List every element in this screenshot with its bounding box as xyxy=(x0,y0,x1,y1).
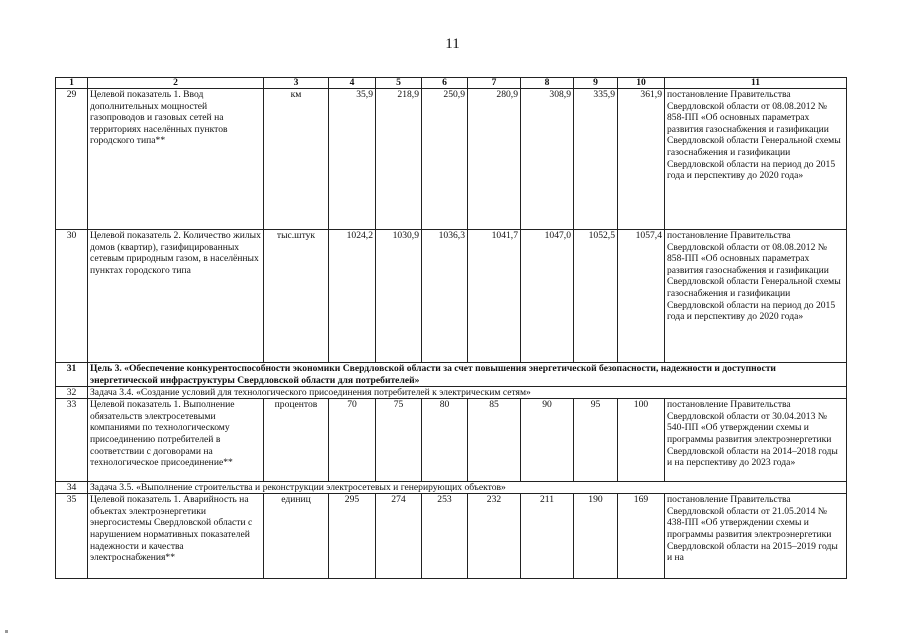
header-cell: 5 xyxy=(376,78,422,89)
value-cell: 80 xyxy=(422,399,468,482)
value-cell: 1057,4 xyxy=(618,230,665,363)
unit-cell: км xyxy=(264,89,329,230)
value-cell: 1041,7 xyxy=(468,230,521,363)
value-cell: 85 xyxy=(468,399,521,482)
goal-row xyxy=(56,363,847,387)
value-cell: 169 xyxy=(618,494,665,579)
source-document: постановление Правительства Свердловской области от 21.05.2014 № 438-ПП «Об утверждении схемы и программы развития электроэнергетики Свердловской области на 2015–2019 годы и на xyxy=(665,494,847,579)
indicator-name: Целевой показатель 1. Выполнение обязательств электросетевыми компаниями по технологическому присоединению потребителей в соответствии с договорами на технологическое присоединение** xyxy=(88,399,264,482)
header-cell: 7 xyxy=(468,78,521,89)
value-cell: 35,9 xyxy=(329,89,376,230)
header-cell: 1 xyxy=(56,78,88,89)
value-cell: 361,9 xyxy=(618,89,665,230)
header-cell: 10 xyxy=(618,78,665,89)
table-row xyxy=(56,230,847,363)
row-number: 32 xyxy=(56,387,88,399)
indicator-name: Целевой показатель 1. Аварийность на объектах электроэнергетики энергосистемы Свердловской области с нарушением нормативных показателей надежности и качества электроснабжения** xyxy=(88,494,264,579)
value-cell: 280,9 xyxy=(468,89,521,230)
table-row xyxy=(56,399,847,482)
task-title: Задача 3.4. «Создание условий для технологического присоединения потребителей к электрическим сетям» xyxy=(88,387,847,399)
indicators-table xyxy=(55,77,847,579)
value-cell: 250,9 xyxy=(422,89,468,230)
value-cell: 1024,2 xyxy=(329,230,376,363)
header-cell: 8 xyxy=(521,78,574,89)
row-number: 30 xyxy=(56,230,88,363)
value-cell: 190 xyxy=(574,494,618,579)
table-row xyxy=(56,494,847,579)
source-document: постановление Правительства Свердловской области от 08.08.2012 № 858-ПП «Об основных параметрах развития газоснабжения и газификации Свердловской области Генеральной схемы газоснабжения и газификации Свердловской области на период до 2015 года и перспективу до 2020 года» xyxy=(665,230,847,363)
value-cell: 100 xyxy=(618,399,665,482)
header-cell: 9 xyxy=(574,78,618,89)
value-cell: 335,9 xyxy=(574,89,618,230)
task-row xyxy=(56,387,847,399)
value-cell: 75 xyxy=(376,399,422,482)
task-title: Задача 3.5. «Выполнение строительства и реконструкции электросетевых и генерирующих объектов» xyxy=(88,482,847,494)
page-number: 11 xyxy=(445,36,460,52)
source-document: постановление Правительства Свердловской области от 30.04.2013 № 540-ПП «Об утверждении схемы и программы развития электроэнергетики Свердловской области на 2014–2018 годы и на перспективу до 2023 года» xyxy=(665,399,847,482)
table-row xyxy=(56,89,847,230)
value-cell: 1052,5 xyxy=(574,230,618,363)
value-cell: 1030,9 xyxy=(376,230,422,363)
header-cell: 11 xyxy=(665,78,847,89)
indicator-name: Целевой показатель 2. Количество жилых домов (квартир), газифицированных сетевым природным газом, в населённых пунктах городского типа xyxy=(88,230,264,363)
value-cell: 1036,3 xyxy=(422,230,468,363)
goal-title: Цель 3. «Обеспечение конкурентоспособности экономики Свердловской области за счет повышения энергетической безопасности, надежности и доступности энергетической инфраструктуры Свердловской области для потребителей» xyxy=(88,363,847,387)
header-cell: 6 xyxy=(422,78,468,89)
header-row xyxy=(56,78,847,89)
value-cell: 253 xyxy=(422,494,468,579)
row-number: 33 xyxy=(56,399,88,482)
unit-cell: тыс.штук xyxy=(264,230,329,363)
value-cell: 90 xyxy=(521,399,574,482)
header-cell: 2 xyxy=(88,78,264,89)
scan-speck xyxy=(5,630,8,633)
value-cell: 1047,0 xyxy=(521,230,574,363)
value-cell: 295 xyxy=(329,494,376,579)
value-cell: 308,9 xyxy=(521,89,574,230)
unit-cell: единиц xyxy=(264,494,329,579)
value-cell: 95 xyxy=(574,399,618,482)
value-cell: 211 xyxy=(521,494,574,579)
row-number: 35 xyxy=(56,494,88,579)
row-number: 31 xyxy=(56,363,88,387)
header-cell: 3 xyxy=(264,78,329,89)
header-cell: 4 xyxy=(329,78,376,89)
source-document: постановление Правительства Свердловской области от 08.08.2012 № 858-ПП «Об основных параметрах развития газоснабжения и газификации Свердловской области Генеральной схемы газоснабжения и газификации Свердловской области на период до 2015 года и перспективу до 2020 года» xyxy=(665,89,847,230)
value-cell: 232 xyxy=(468,494,521,579)
row-number: 34 xyxy=(56,482,88,494)
indicator-name: Целевой показатель 1. Ввод дополнительных мощностей газопроводов и газовых сетей на территориях населённых пунктов городского типа** xyxy=(88,89,264,230)
value-cell: 218,9 xyxy=(376,89,422,230)
unit-cell: процентов xyxy=(264,399,329,482)
value-cell: 274 xyxy=(376,494,422,579)
task-row xyxy=(56,482,847,494)
row-number: 29 xyxy=(56,89,88,230)
value-cell: 70 xyxy=(329,399,376,482)
